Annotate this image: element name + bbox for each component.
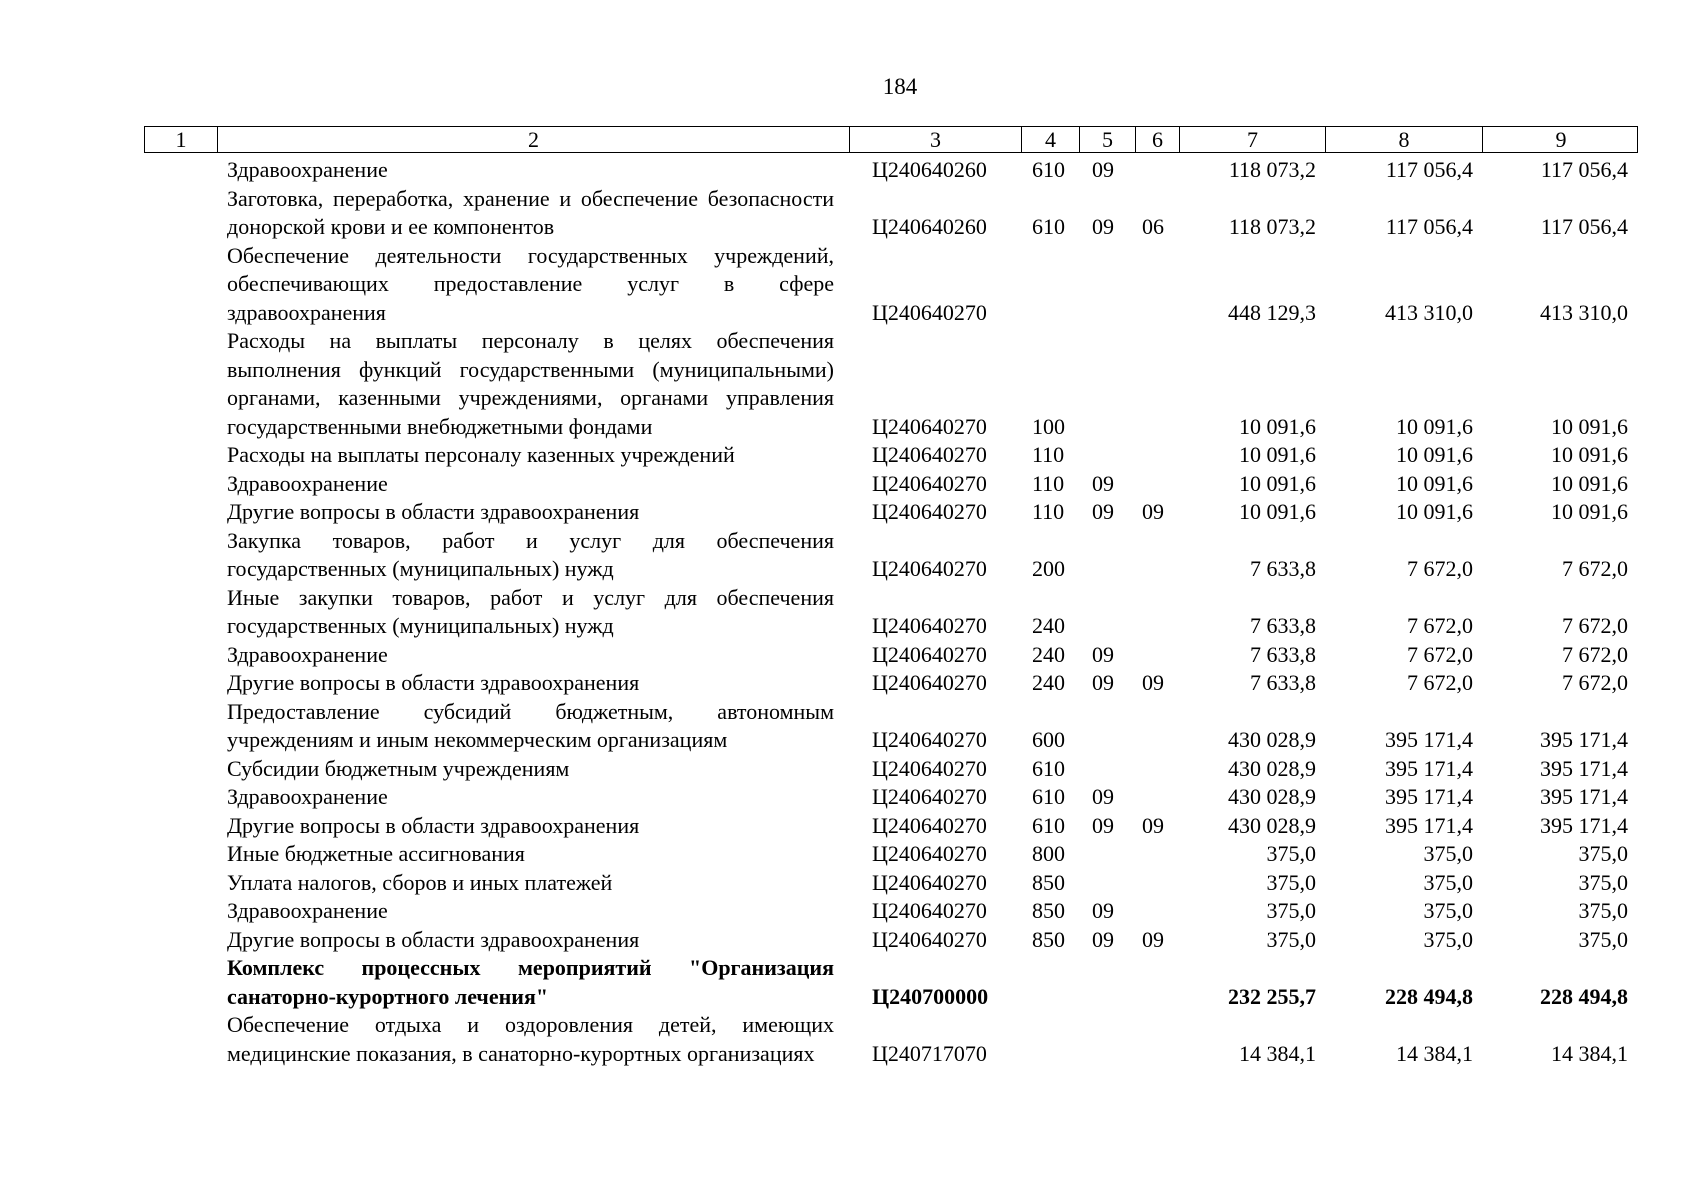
table-row xyxy=(144,669,1638,698)
row-amount-col9: 14 384,1 xyxy=(1551,1040,1628,1066)
row-amount-col9: 117 056,4 xyxy=(1540,157,1628,182)
row-amount-col9: 7 672,0 xyxy=(1562,556,1628,581)
row-amount-col9: 10 091,6 xyxy=(1551,470,1628,496)
row-expense-type: 610 xyxy=(1032,784,1065,809)
row-target-code: Ц240640270 xyxy=(872,499,987,524)
table-row xyxy=(144,897,1638,926)
row-name: Уплата налогов, сборов и иных платежей xyxy=(227,869,613,895)
header-cell-4: 4 xyxy=(1021,127,1079,152)
header-cell-7: 7 xyxy=(1179,127,1325,152)
table-body xyxy=(144,156,1638,1068)
row-section: 09 xyxy=(1092,157,1114,182)
row-amount-col7: 375,0 xyxy=(1266,898,1316,923)
row-name: Обеспечение отдыха и оздоровления детей, имеющих медицинские показания, в санаторно-курортных организациях xyxy=(227,1012,834,1066)
row-amount-col8: 7 672,0 xyxy=(1407,613,1473,638)
row-amount-col9: 395 171,4 xyxy=(1540,755,1628,781)
row-amount-col9: 375,0 xyxy=(1578,926,1628,952)
row-amount-col8: 7 672,0 xyxy=(1407,641,1473,667)
row-expense-type: 110 xyxy=(1032,470,1065,496)
row-name: Расходы на выплаты персоналу в целях обеспечения выполнения функций государственными (муниципальными) органами, казенными учреждениями, органами управления государственными внебюджетными фондами xyxy=(227,328,834,439)
row-amount-col9: 375,0 xyxy=(1578,898,1628,923)
row-amount-col9: 10 091,6 xyxy=(1551,413,1628,439)
row-amount-col8: 7 672,0 xyxy=(1407,670,1473,695)
row-amount-col7: 118 073,2 xyxy=(1228,214,1316,239)
row-name: Расходы на выплаты персоналу казенных учреждений xyxy=(227,442,735,467)
budget-table xyxy=(144,126,1638,1068)
row-name: Комплекс процессных мероприятий "Организация санаторно-курортного лечения" xyxy=(227,955,834,1009)
row-target-code: Ц240640260 xyxy=(872,214,987,239)
row-amount-col9: 375,0 xyxy=(1578,841,1628,866)
table-row xyxy=(144,840,1638,869)
row-amount-col8: 117 056,4 xyxy=(1385,214,1473,239)
row-name: Иные закупки товаров, работ и услуг для обеспечения государственных (муниципальных) нужд xyxy=(227,584,834,638)
row-amount-col8: 14 384,1 xyxy=(1396,1040,1473,1066)
row-expense-type: 610 xyxy=(1032,755,1065,781)
row-amount-col8: 375,0 xyxy=(1423,841,1473,866)
row-amount-col8: 10 091,6 xyxy=(1396,470,1473,496)
table-row xyxy=(144,242,1638,328)
row-amount-col8: 413 310,0 xyxy=(1385,299,1473,325)
row-name: Здравоохранение xyxy=(227,898,388,923)
row-section: 09 xyxy=(1092,499,1114,524)
header-cell-1: 1 xyxy=(175,127,187,152)
row-amount-col7: 430 028,9 xyxy=(1228,812,1316,838)
table-row xyxy=(144,156,1638,185)
row-name: Закупка товаров, работ и услуг для обеспечения государственных (муниципальных) нужд xyxy=(227,527,834,581)
row-target-code: Ц240640270 xyxy=(872,926,987,952)
row-name: Здравоохранение xyxy=(227,157,388,182)
row-amount-col9: 7 672,0 xyxy=(1562,613,1628,638)
row-target-code: Ц240640270 xyxy=(872,898,987,923)
header-cell-3: 3 xyxy=(849,127,1021,152)
header-cell-8: 8 xyxy=(1325,127,1482,152)
row-target-code: Ц240640270 xyxy=(872,784,987,809)
row-expense-type: 850 xyxy=(1032,926,1065,952)
row-amount-col9: 228 494,8 xyxy=(1540,983,1628,1009)
table-row xyxy=(144,698,1638,755)
table-row xyxy=(144,812,1638,841)
row-target-code: Ц240640270 xyxy=(872,727,987,752)
page-number: 184 xyxy=(882,74,918,99)
row-amount-col8: 395 171,4 xyxy=(1385,755,1473,781)
header-cell-2: 2 xyxy=(217,127,849,152)
row-amount-col7: 375,0 xyxy=(1266,869,1316,895)
row-target-code: Ц240640270 xyxy=(872,299,987,325)
row-section: 09 xyxy=(1092,926,1114,952)
row-expense-type: 800 xyxy=(1032,841,1065,866)
row-amount-col7: 118 073,2 xyxy=(1228,157,1316,182)
row-subsection: 09 xyxy=(1142,499,1164,524)
row-amount-col8: 228 494,8 xyxy=(1385,983,1473,1009)
row-target-code: Ц240717070 xyxy=(872,1040,987,1066)
row-amount-col9: 7 672,0 xyxy=(1562,641,1628,667)
row-amount-col8: 10 091,6 xyxy=(1396,499,1473,524)
row-target-code: Ц240640270 xyxy=(872,841,987,866)
row-amount-col8: 395 171,4 xyxy=(1385,784,1473,809)
table-row xyxy=(144,783,1638,812)
row-name: Субсидии бюджетным учреждениям xyxy=(227,755,570,781)
row-target-code: Ц240640270 xyxy=(872,755,987,781)
row-amount-col7: 7 633,8 xyxy=(1250,670,1316,695)
row-expense-type: 850 xyxy=(1032,898,1065,923)
table-row xyxy=(144,584,1638,641)
table-row xyxy=(144,185,1638,242)
row-amount-col9: 7 672,0 xyxy=(1562,670,1628,695)
table-header xyxy=(144,126,1638,153)
row-amount-col9: 395 171,4 xyxy=(1540,727,1628,752)
row-section: 09 xyxy=(1092,214,1114,239)
row-amount-col8: 375,0 xyxy=(1423,869,1473,895)
row-amount-col7: 448 129,3 xyxy=(1228,299,1316,325)
table-row xyxy=(144,1011,1638,1068)
row-amount-col9: 375,0 xyxy=(1578,869,1628,895)
row-target-code: Ц240640270 xyxy=(872,470,987,496)
row-expense-type: 240 xyxy=(1032,613,1065,638)
header-cell-5: 5 xyxy=(1079,127,1135,152)
header-cell-6: 6 xyxy=(1135,127,1179,152)
row-expense-type: 610 xyxy=(1032,812,1065,838)
table-row xyxy=(144,926,1638,955)
row-target-code: Ц240640270 xyxy=(872,442,987,467)
row-amount-col8: 395 171,4 xyxy=(1385,812,1473,838)
row-amount-col7: 10 091,6 xyxy=(1239,413,1316,439)
table-row xyxy=(144,441,1638,470)
row-name: Заготовка, переработка, хранение и обеспечение безопасности донорской крови и ее компонентов xyxy=(227,185,834,239)
table-row xyxy=(144,327,1638,441)
row-subsection: 09 xyxy=(1142,926,1164,952)
row-amount-col9: 395 171,4 xyxy=(1540,784,1628,809)
row-amount-col9: 395 171,4 xyxy=(1540,812,1628,838)
row-target-code: Ц240640260 xyxy=(872,157,987,182)
row-target-code: Ц240640270 xyxy=(872,413,987,439)
row-amount-col8: 10 091,6 xyxy=(1396,413,1473,439)
table-row xyxy=(144,869,1638,898)
row-subsection: 06 xyxy=(1142,214,1164,239)
row-name: Иные бюджетные ассигнования xyxy=(227,841,525,866)
row-amount-col7: 7 633,8 xyxy=(1250,613,1316,638)
row-amount-col7: 375,0 xyxy=(1266,926,1316,952)
row-amount-col7: 14 384,1 xyxy=(1239,1040,1316,1066)
row-amount-col8: 375,0 xyxy=(1423,926,1473,952)
row-amount-col9: 10 091,6 xyxy=(1551,442,1628,467)
row-section: 09 xyxy=(1092,470,1114,496)
row-expense-type: 850 xyxy=(1032,869,1065,895)
table-row xyxy=(144,527,1638,584)
row-name: Здравоохранение xyxy=(227,784,388,809)
row-name: Другие вопросы в области здравоохранения xyxy=(227,812,640,838)
row-expense-type: 200 xyxy=(1032,556,1065,581)
row-target-code: Ц240640270 xyxy=(872,641,987,667)
row-name: Другие вопросы в области здравоохранения xyxy=(227,499,640,524)
row-amount-col8: 395 171,4 xyxy=(1385,727,1473,752)
row-section: 09 xyxy=(1092,898,1114,923)
row-amount-col7: 10 091,6 xyxy=(1239,470,1316,496)
row-amount-col7: 430 028,9 xyxy=(1228,755,1316,781)
row-expense-type: 110 xyxy=(1032,442,1065,467)
row-amount-col8: 375,0 xyxy=(1423,898,1473,923)
row-section: 09 xyxy=(1092,784,1114,809)
row-expense-type: 110 xyxy=(1032,499,1065,524)
table-row xyxy=(144,498,1638,527)
row-expense-type: 240 xyxy=(1032,641,1065,667)
row-target-code: Ц240640270 xyxy=(872,670,987,695)
table-row xyxy=(144,755,1638,784)
row-subsection: 09 xyxy=(1142,670,1164,695)
row-section: 09 xyxy=(1092,641,1114,667)
row-amount-col7: 232 255,7 xyxy=(1228,983,1316,1009)
row-name: Предоставление субсидий бюджетным, автономным учреждениям и иным некоммерческим организациям xyxy=(227,698,834,752)
row-amount-col8: 10 091,6 xyxy=(1396,442,1473,467)
row-amount-col9: 413 310,0 xyxy=(1540,299,1628,325)
table-row xyxy=(144,641,1638,670)
row-name: Другие вопросы в области здравоохранения xyxy=(227,670,640,695)
row-name: Здравоохранение xyxy=(227,641,388,667)
row-target-code: Ц240640270 xyxy=(872,869,987,895)
row-name: Обеспечение деятельности государственных учреждений, обеспечивающих предоставление услуг в сфере здравоохранения xyxy=(227,242,834,325)
row-amount-col9: 117 056,4 xyxy=(1540,214,1628,239)
row-target-code: Ц240640270 xyxy=(872,812,987,838)
row-target-code: Ц240700000 xyxy=(872,983,989,1009)
row-target-code: Ц240640270 xyxy=(872,556,987,581)
row-amount-col7: 7 633,8 xyxy=(1250,556,1316,581)
row-amount-col7: 430 028,9 xyxy=(1228,727,1316,752)
row-amount-col7: 375,0 xyxy=(1266,841,1316,866)
row-expense-type: 610 xyxy=(1032,157,1065,182)
row-subsection: 09 xyxy=(1142,812,1164,838)
row-expense-type: 240 xyxy=(1032,670,1065,695)
row-expense-type: 100 xyxy=(1032,413,1065,439)
row-amount-col7: 430 028,9 xyxy=(1228,784,1316,809)
row-amount-col9: 10 091,6 xyxy=(1551,499,1628,524)
row-name: Другие вопросы в области здравоохранения xyxy=(227,926,640,952)
row-amount-col7: 10 091,6 xyxy=(1239,499,1316,524)
table-row xyxy=(144,954,1638,1011)
row-section: 09 xyxy=(1092,812,1114,838)
row-amount-col7: 10 091,6 xyxy=(1239,442,1316,467)
row-expense-type: 610 xyxy=(1032,214,1065,239)
row-name: Здравоохранение xyxy=(227,470,388,496)
table-row xyxy=(144,470,1638,499)
row-target-code: Ц240640270 xyxy=(872,613,987,638)
row-expense-type: 600 xyxy=(1032,727,1065,752)
row-amount-col7: 7 633,8 xyxy=(1250,641,1316,667)
row-amount-col8: 7 672,0 xyxy=(1407,556,1473,581)
header-cell-9: 9 xyxy=(1482,127,1639,152)
row-amount-col8: 117 056,4 xyxy=(1385,157,1473,182)
row-section: 09 xyxy=(1092,670,1114,695)
